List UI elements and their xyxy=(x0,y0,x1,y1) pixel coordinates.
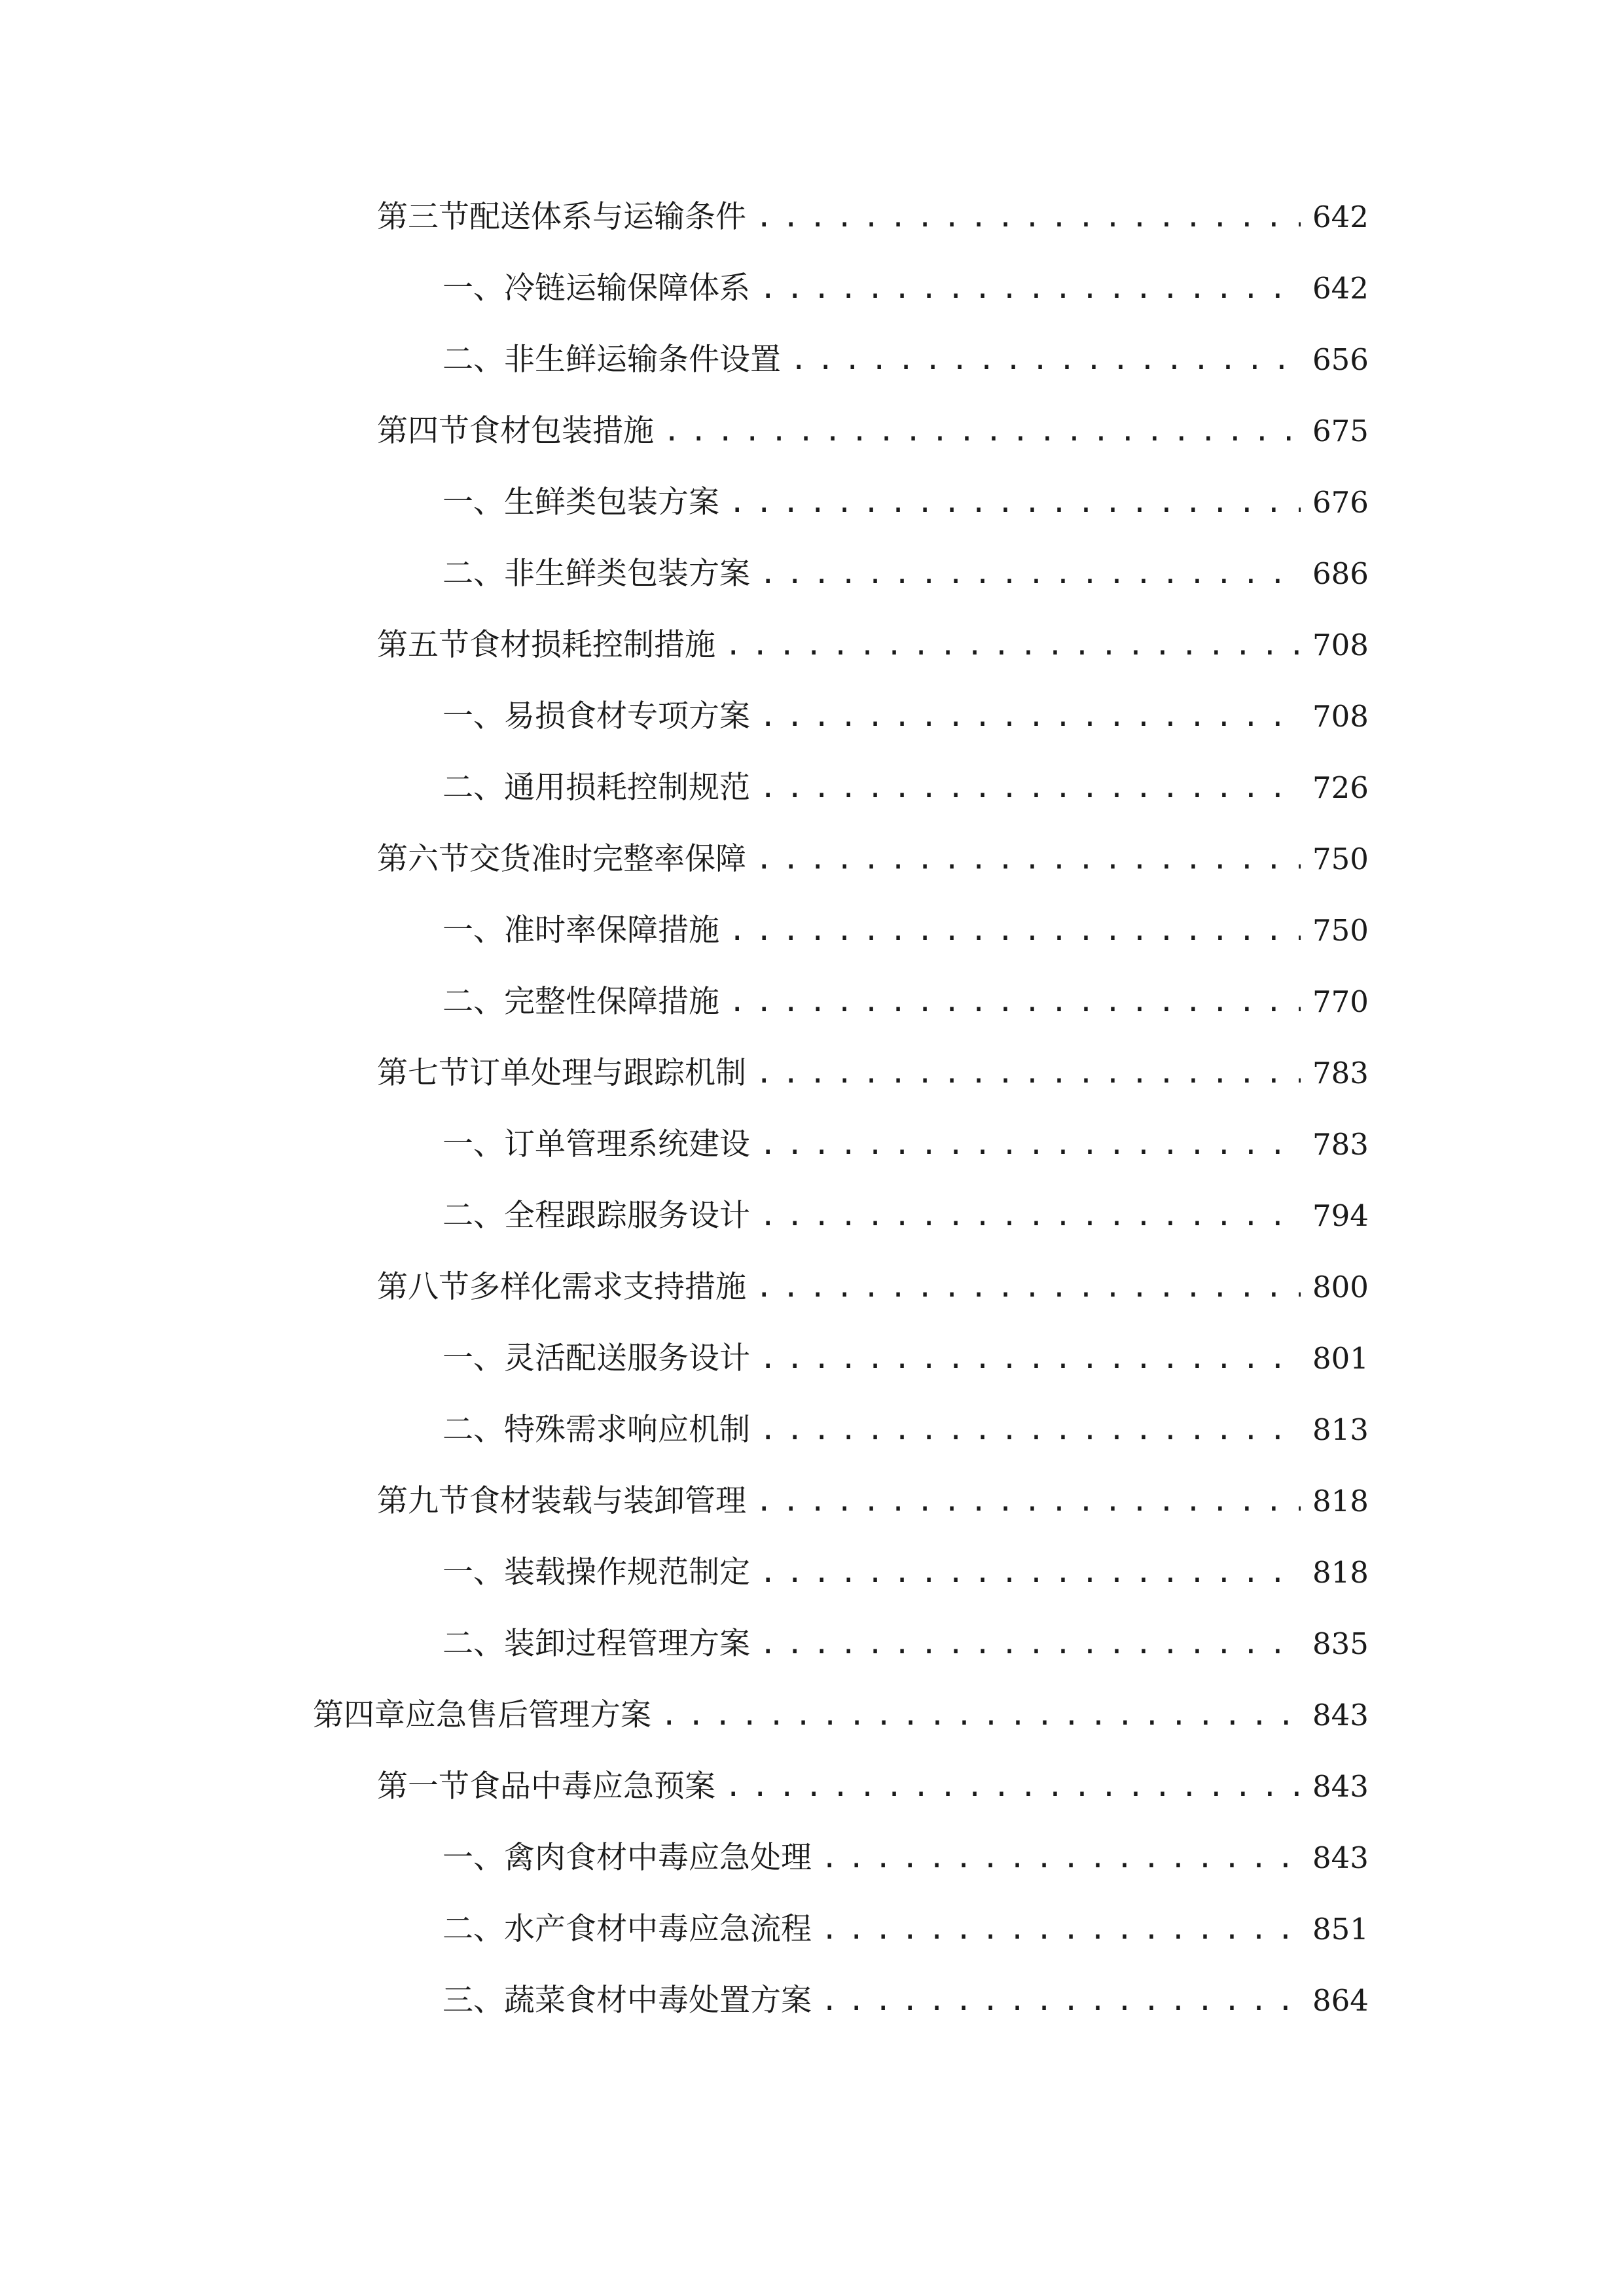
toc-dot-leader xyxy=(759,1333,1301,1385)
toc-entry-page-number: 708 xyxy=(1312,628,1369,662)
toc-entry-page-number: 843 xyxy=(1312,1698,1369,1732)
toc-dot-leader xyxy=(755,833,1301,886)
toc-entry[interactable] xyxy=(442,1832,1369,1884)
toc-entry[interactable] xyxy=(442,976,1369,1028)
toc-entry-page-number: 676 xyxy=(1312,485,1369,520)
toc-dot-leader xyxy=(790,334,1301,386)
toc-entry-title: 全程跟踪服务设计 xyxy=(504,1198,750,1234)
toc-entry-number: 第四章 xyxy=(313,1697,405,1733)
toc-dot-leader xyxy=(660,1689,1301,1742)
toc-entry[interactable] xyxy=(442,1404,1369,1456)
toc-entry-number: 第一节 xyxy=(377,1768,469,1804)
toc-dot-leader xyxy=(755,1261,1301,1314)
toc-dot-leader xyxy=(821,1903,1301,1956)
toc-entry-number: 第九节 xyxy=(377,1483,469,1519)
toc-entry-number: 一、 xyxy=(442,1840,504,1876)
toc-entry-page-number: 708 xyxy=(1312,699,1369,734)
toc-entry-number: 二、 xyxy=(442,1198,504,1234)
toc-entry-page-number: 750 xyxy=(1312,913,1369,948)
toc-entry-page-number: 818 xyxy=(1312,1555,1369,1590)
toc-entry[interactable] xyxy=(442,691,1369,743)
toc-entry[interactable] xyxy=(442,762,1369,814)
toc-entry-title: 易损食材专项方案 xyxy=(504,698,750,734)
toc-entry[interactable] xyxy=(442,1975,1369,2027)
toc-entry-number: 第七节 xyxy=(377,1055,469,1091)
toc-entry-page-number: 813 xyxy=(1312,1412,1369,1447)
toc-dot-leader xyxy=(755,191,1301,243)
toc-entry[interactable] xyxy=(377,833,1369,886)
toc-entry-number: 二、 xyxy=(442,770,504,806)
toc-entry[interactable] xyxy=(377,1761,1369,1813)
toc-entry-number: 一、 xyxy=(442,912,504,948)
toc-entry-page-number: 843 xyxy=(1312,1769,1369,1804)
toc-dot-leader xyxy=(725,1761,1301,1813)
toc-entry-title: 水产食材中毒应急流程 xyxy=(504,1911,812,1947)
toc-entry-page-number: 656 xyxy=(1312,342,1369,377)
toc-entry[interactable] xyxy=(313,1689,1369,1742)
toc-entry-number: 一、 xyxy=(442,698,504,734)
toc-entry-number: 三、 xyxy=(442,1982,504,2018)
toc-entry-number: 二、 xyxy=(442,1911,504,1947)
toc-dot-leader xyxy=(759,1190,1301,1242)
toc-entry-page-number: 851 xyxy=(1312,1912,1369,1946)
toc-entry-title: 订单处理与跟踪机制 xyxy=(469,1055,746,1091)
toc-entry-title: 应急售后管理方案 xyxy=(405,1697,651,1733)
toc-entry[interactable] xyxy=(377,405,1369,457)
toc-entry[interactable] xyxy=(442,262,1369,315)
toc-entry-title: 订单管理系统建设 xyxy=(504,1126,750,1162)
toc-entry[interactable] xyxy=(377,619,1369,672)
toc-entry-number: 第八节 xyxy=(377,1269,469,1305)
toc-dot-leader xyxy=(755,1047,1301,1100)
toc-entry-title: 蔬菜食材中毒处置方案 xyxy=(504,1982,812,2018)
toc-dot-leader xyxy=(663,405,1301,457)
toc-dot-leader xyxy=(759,762,1301,814)
toc-entry-title: 食材装载与装卸管理 xyxy=(469,1483,746,1519)
toc-entry-page-number: 642 xyxy=(1312,271,1369,306)
toc-entry[interactable] xyxy=(442,1333,1369,1385)
toc-dot-leader xyxy=(759,1618,1301,1670)
toc-entry[interactable] xyxy=(442,1618,1369,1670)
toc-entry-title: 准时率保障措施 xyxy=(504,912,719,948)
toc-entry-number: 第三节 xyxy=(377,199,469,235)
toc-entry-number: 第四节 xyxy=(377,413,469,449)
toc-entry[interactable] xyxy=(377,191,1369,243)
toc-entry-page-number: 783 xyxy=(1312,1056,1369,1090)
toc-entry[interactable] xyxy=(442,476,1369,529)
toc-entry-title: 装载操作规范制定 xyxy=(504,1554,750,1590)
toc-entry-page-number: 835 xyxy=(1312,1626,1369,1661)
toc-entry-title: 食品中毒应急预案 xyxy=(469,1768,715,1804)
toc-entry-number: 二、 xyxy=(442,984,504,1020)
toc-entry-number: 第六节 xyxy=(377,841,469,877)
toc-dot-leader xyxy=(759,1119,1301,1171)
toc-entry-page-number: 801 xyxy=(1312,1341,1369,1376)
toc-entry-page-number: 770 xyxy=(1312,984,1369,1019)
toc-entry-page-number: 818 xyxy=(1312,1484,1369,1518)
toc-dot-leader xyxy=(821,1832,1301,1884)
toc-entry-page-number: 675 xyxy=(1312,414,1369,448)
toc-dot-leader xyxy=(729,976,1301,1028)
toc-entry-title: 多样化需求支持措施 xyxy=(469,1269,746,1305)
toc-entry-title: 冷链运输保障体系 xyxy=(504,270,750,306)
toc-entry-title: 完整性保障措施 xyxy=(504,984,719,1020)
toc-entry[interactable] xyxy=(377,1047,1369,1100)
toc-dot-leader xyxy=(725,619,1301,672)
toc-dot-leader xyxy=(729,905,1301,957)
toc-entry[interactable] xyxy=(442,1547,1369,1599)
toc-entry[interactable] xyxy=(442,1119,1369,1171)
toc-entry-number: 一、 xyxy=(442,1126,504,1162)
toc-entry-number: 二、 xyxy=(442,1626,504,1662)
toc-entry-page-number: 642 xyxy=(1312,200,1369,234)
toc-entry-title: 装卸过程管理方案 xyxy=(504,1626,750,1662)
toc-entry-page-number: 800 xyxy=(1312,1270,1369,1304)
toc-entry[interactable] xyxy=(442,1903,1369,1956)
toc-entry-number: 二、 xyxy=(442,556,504,592)
toc-entry-page-number: 783 xyxy=(1312,1127,1369,1162)
toc-dot-leader xyxy=(759,548,1301,600)
toc-entry[interactable] xyxy=(442,334,1369,386)
toc-entry[interactable] xyxy=(377,1475,1369,1528)
toc-entry-page-number: 843 xyxy=(1312,1840,1369,1875)
toc-dot-leader xyxy=(759,1547,1301,1599)
toc-entry-page-number: 726 xyxy=(1312,770,1369,805)
toc-entry[interactable] xyxy=(442,905,1369,957)
toc-entry-number: 一、 xyxy=(442,484,504,520)
toc-entry-number: 二、 xyxy=(442,1412,504,1448)
toc-entry[interactable] xyxy=(377,1261,1369,1314)
toc-entry-number: 一、 xyxy=(442,1554,504,1590)
toc-entry-title: 交货准时完整率保障 xyxy=(469,841,746,877)
toc-entry[interactable] xyxy=(442,1190,1369,1242)
toc-entry-number: 第五节 xyxy=(377,627,469,663)
toc-entry-number: 二、 xyxy=(442,342,504,378)
toc-dot-leader xyxy=(759,1404,1301,1456)
toc-entry-number: 一、 xyxy=(442,1340,504,1376)
toc-entry-title: 禽肉食材中毒应急处理 xyxy=(504,1840,812,1876)
toc-entry-title: 非生鲜类包装方案 xyxy=(504,556,750,592)
toc-dot-leader xyxy=(729,476,1301,529)
toc-entry-title: 通用损耗控制规范 xyxy=(504,770,750,806)
toc-entry-page-number: 750 xyxy=(1312,842,1369,876)
toc-entry-title: 食材包装措施 xyxy=(469,413,654,449)
toc-dot-leader xyxy=(821,1975,1301,2027)
toc-entry-title: 生鲜类包装方案 xyxy=(504,484,719,520)
toc-entry[interactable] xyxy=(442,548,1369,600)
toc-entry-title: 食材损耗控制措施 xyxy=(469,627,715,663)
toc-entry-title: 配送体系与运输条件 xyxy=(469,199,746,235)
toc-dot-leader xyxy=(759,691,1301,743)
toc-entry-title: 非生鲜运输条件设置 xyxy=(504,342,781,378)
toc-entry-page-number: 864 xyxy=(1312,1983,1369,2018)
toc-entry-page-number: 686 xyxy=(1312,556,1369,591)
toc-entry-number: 一、 xyxy=(442,270,504,306)
toc-entry-title: 特殊需求响应机制 xyxy=(504,1412,750,1448)
toc-dot-leader xyxy=(759,262,1301,315)
toc-dot-leader xyxy=(755,1475,1301,1528)
toc-entry-page-number: 794 xyxy=(1312,1198,1369,1233)
toc-entry-title: 灵活配送服务设计 xyxy=(504,1340,750,1376)
